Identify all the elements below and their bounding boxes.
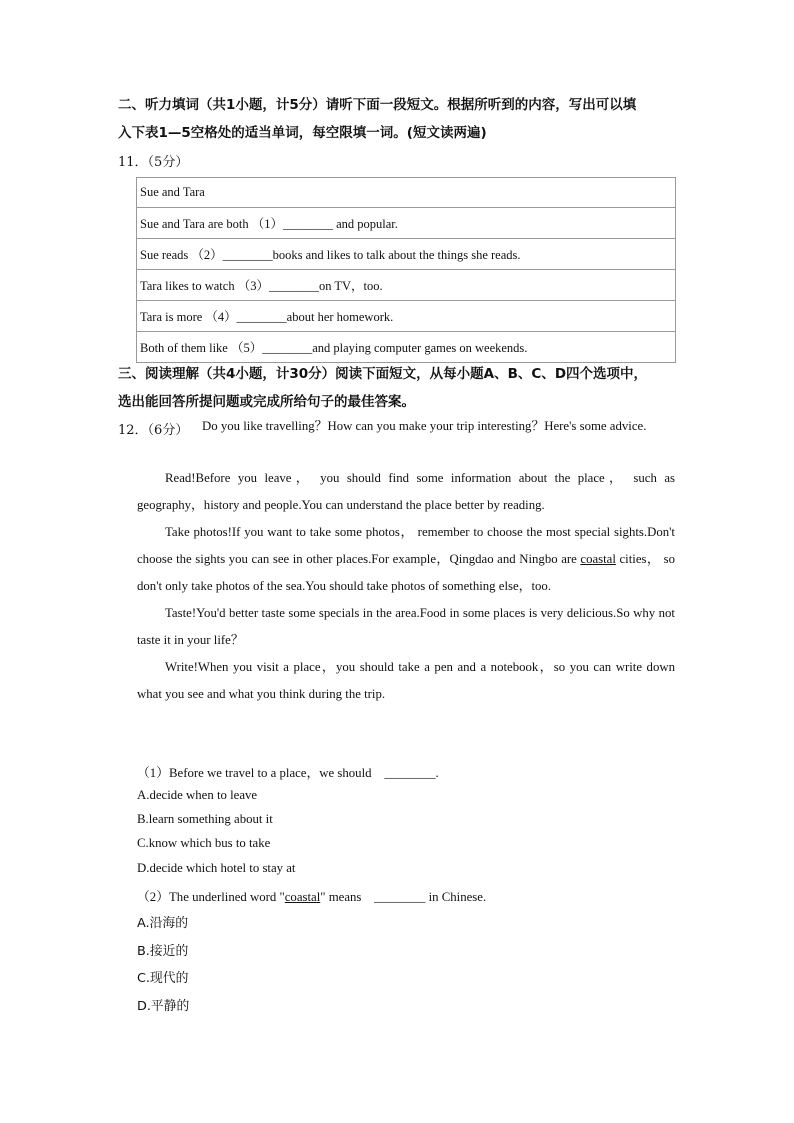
option-c: C.现代的 [137,971,189,986]
underlined-word: coastal [284,890,321,904]
option-d: D.平静的 [137,999,190,1014]
option-a: A.decide when to leave [137,788,258,802]
option-d: D.decide which hotel to stay at [137,861,296,875]
section2-heading-line1: 二、听力填词（共1小题，计5分）请听下面一段短文。根据所听到的内容，写出可以填 [118,97,637,113]
reading-passage-body [137,465,675,708]
option-b: B.learn something about it [137,812,273,826]
option-a: A.沿海的 [137,916,188,931]
table-row: Sue and Tara [137,178,676,208]
question-12-label: 12．（6分） [118,423,189,438]
question-1-stem: （1）Before we travel to a place，we should ________. [137,766,439,780]
table-row: Sue and Tara are both （1）________ and popular. [137,208,676,239]
section3-heading [118,360,678,416]
underlined-word: coastal [580,552,616,566]
passage-intro: Do you like travelling？How can you make your trip interesting？Here's some advice. [202,419,647,433]
question-11-label: 11．（5分） [118,155,189,170]
table-row: Both of them like （5）________and playing computer games on weekends. [137,332,676,363]
question-2-stem: （2）The underlined word "coastal" means ________ in Chinese. [137,890,487,904]
table-row: Tara likes to watch （3）________on TV，too. [137,270,676,301]
section2-heading [118,91,678,147]
option-b: B.接近的 [137,944,189,959]
section3-heading-line2: 选出能回答所提问题或完成所给句子的最佳答案。 [118,394,415,410]
section3-heading-line1: 三、阅读理解（共4小题，计30分）阅读下面短文，从每小题A、B、C、D四个选项中， [118,366,648,382]
section2-heading-line2: 入下表1—5空格处的适当单词，每空限填一词。(短文读两遍) [118,125,487,141]
option-c: C.know which bus to take [137,836,271,850]
table-row: Tara is more （4）________about her homework. [137,301,676,332]
reading-passage [202,413,674,440]
passage-paragraph-write: Write!When you visit a place，you should take a pen and a notebook，so you can write down what you see and what you think during the trip. [137,660,675,701]
table-row: Sue reads （2）________books and likes to talk about the things she reads. [137,239,676,270]
passage-paragraph-photos: Take photos!If you want to take some photos， remember to choose the most special sights.Don't choose the sights you can see in other places.For example，Qingdao and Ningbo are coastal cities， so don't only take photos of the sea.You should take photos of something else，too. [137,525,675,593]
passage-paragraph-taste: Taste!You'd better taste some specials in the area.Food in some places is very delicious.So why not taste it in your life？ [137,606,675,647]
passage-paragraph-read: Read!Before you leave， you should find some information about the place， such as geography，history and people.You can understand the place better by reading. [137,471,675,512]
listening-fill-table [136,177,676,363]
